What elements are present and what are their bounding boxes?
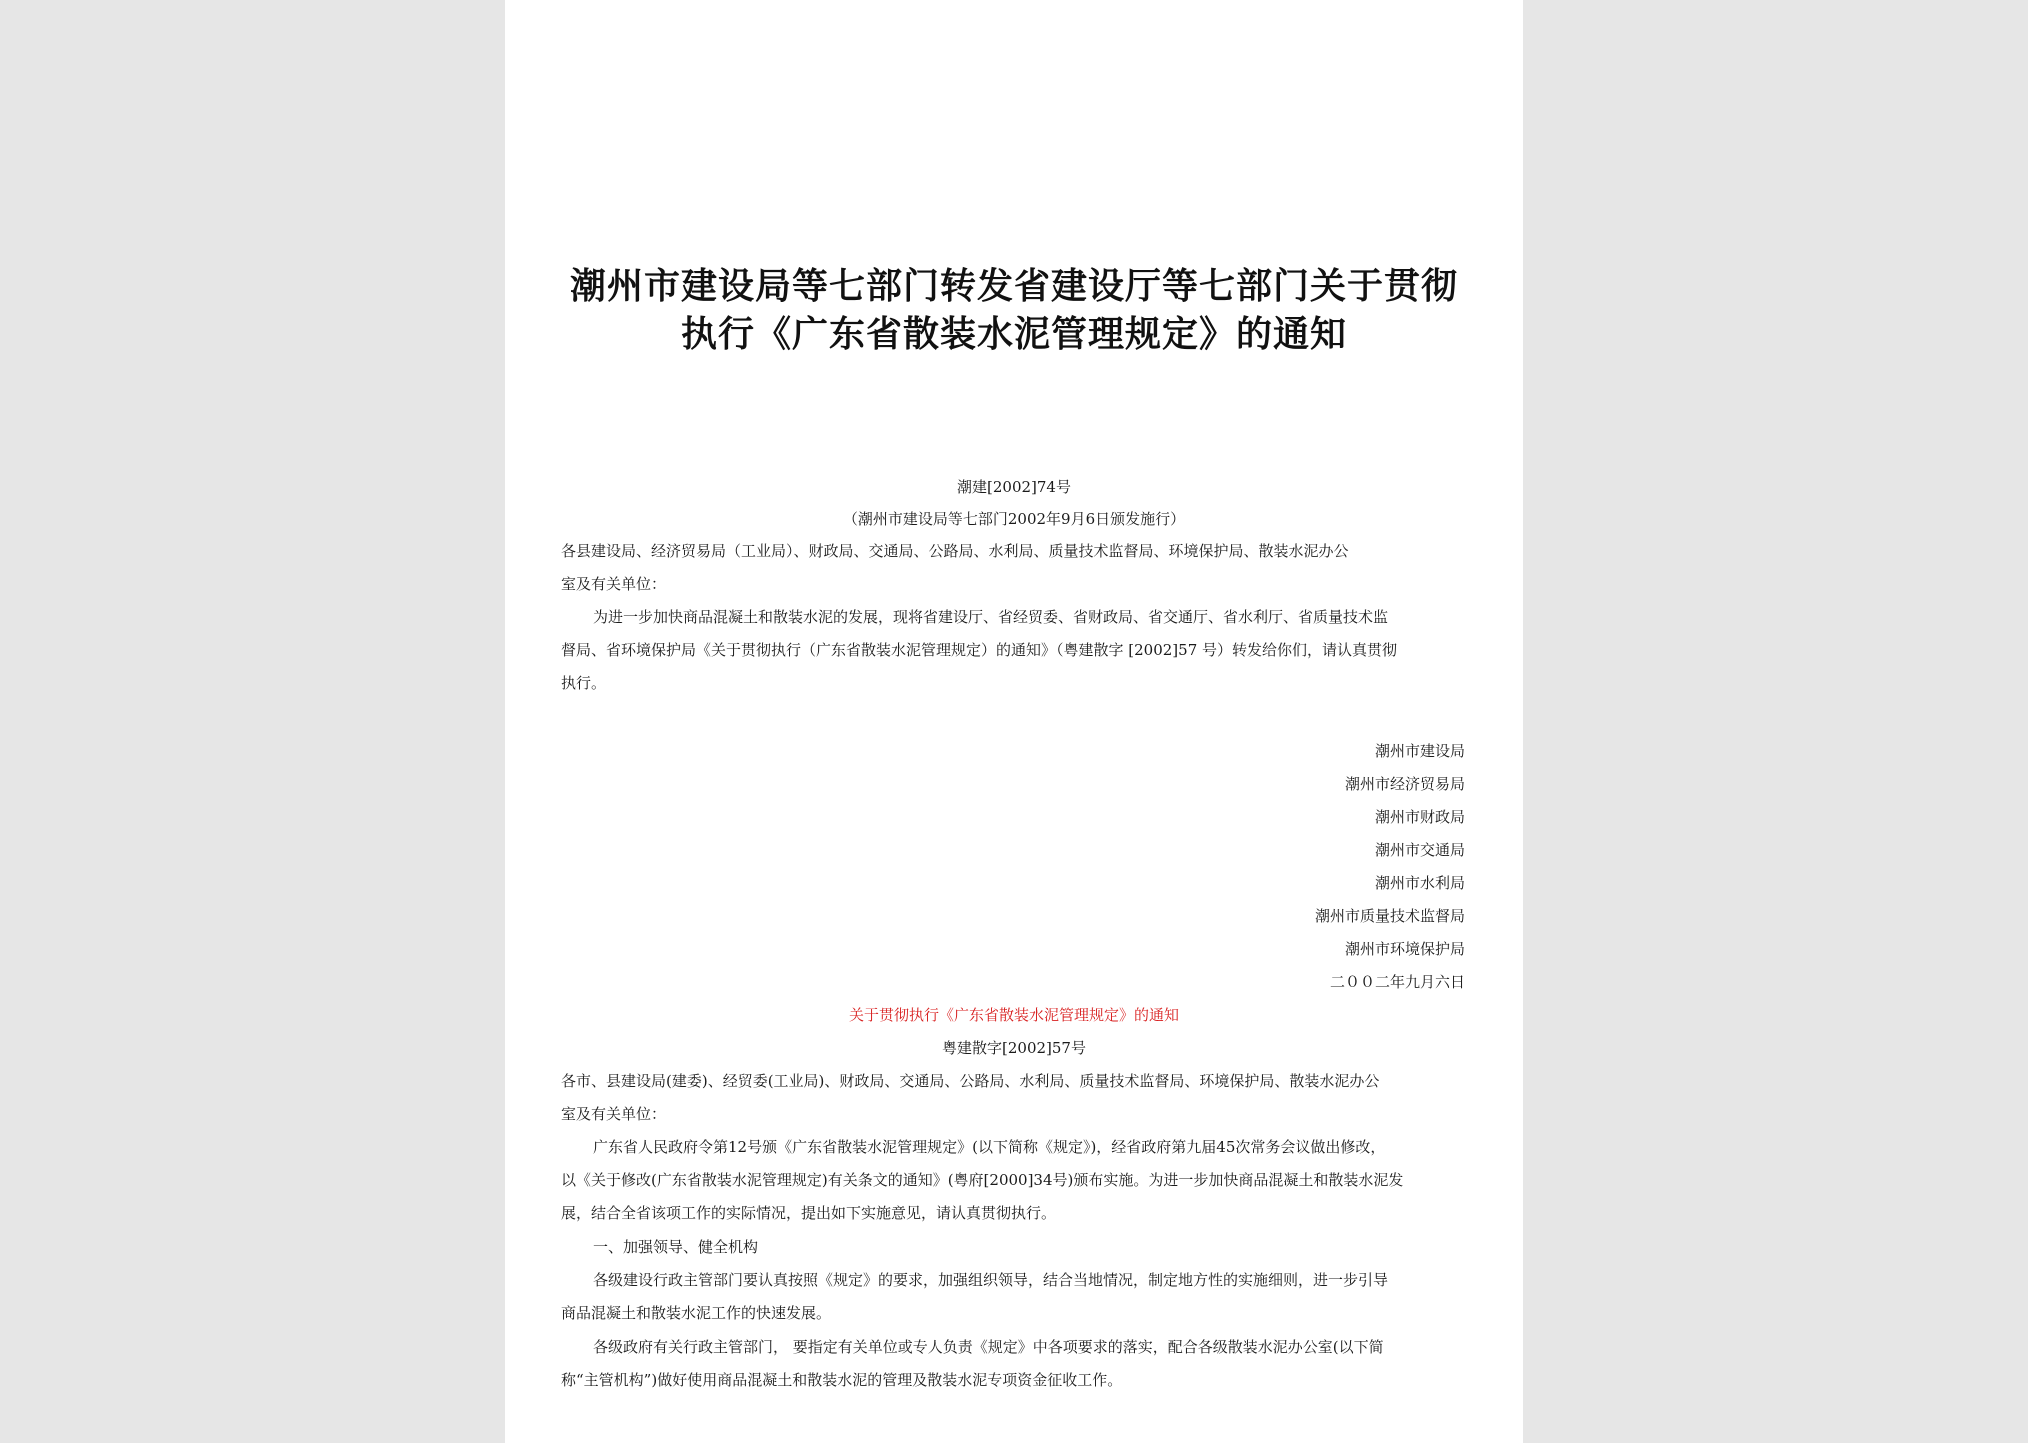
signatory: 潮州市交通局 <box>1374 841 1465 859</box>
paragraph-line: 展，结合全省该项工作的实际情况，提出如下实施意见，请认真贯彻执行。 <box>561 1204 1057 1222</box>
paragraph-line: 各级政府有关行政主管部门， 要指定有关单位或专人负责《规定》中各项要求的落实，配合各级散装水泥办公室(以下简 <box>593 1338 1384 1356</box>
attached-recipients-line-1: 各市、县建设局(建委)、经贸委(工业局)、财政局、交通局、公路局、水利局、质量技术监督局、环境保护局、散装水泥办公 <box>561 1072 1380 1090</box>
issue-note: （潮州市建设局等七部门2002年9月6日颁发施行） <box>842 510 1186 528</box>
paragraph-line: 广东省人民政府令第12号颁《广东省散装水泥管理规定》(以下简称《规定》)，经省政府第九届45次常务会议做出修改， <box>593 1138 1386 1156</box>
paragraph-line: 为进一步加快商品混凝土和散装水泥的发展，现将省建设厅、省经贸委、省财政局、省交通厅、省水利厅、省质量技术监 <box>593 608 1389 626</box>
signatory: 潮州市质量技术监督局 <box>1314 907 1465 925</box>
paragraph-line: 称“主管机构”)做好使用商品混凝土和散装水泥的管理及散装水泥专项资金征收工作。 <box>561 1371 1123 1389</box>
signatory: 潮州市环境保护局 <box>1344 940 1465 958</box>
signatory: 潮州市经济贸易局 <box>1344 775 1465 793</box>
attached-recipients-line-2: 室及有关单位： <box>561 1105 667 1123</box>
section-heading: 一、加强领导、健全机构 <box>593 1238 759 1256</box>
paragraph-line: 商品混凝土和散装水泥工作的快速发展。 <box>561 1304 832 1322</box>
signatory: 潮州市建设局 <box>1374 742 1465 760</box>
paragraph-line: 执行。 <box>561 674 607 692</box>
document-date: 二００二年九月六日 <box>1329 973 1465 991</box>
attached-notice-number: 粤建散字[2002]57号 <box>942 1039 1086 1057</box>
title-line-2: 执行《广东省散装水泥管理规定》的通知 <box>680 313 1347 355</box>
paragraph-line: 督局、省环境保护局《关于贯彻执行（广东省散装水泥管理规定）的通知》（粤建散字 [2002]57 号）转发给你们，请认真贯彻 <box>561 641 1398 659</box>
paragraph-line: 各级建设行政主管部门要认真按照《规定》的要求，加强组织领导，结合当地情况，制定地方性的实施细则，进一步引导 <box>593 1271 1389 1289</box>
recipients-line-1: 各县建设局、经济贸易局（工业局）、财政局、交通局、公路局、水利局、质量技术监督局、环境保护局、散装水泥办公 <box>561 542 1349 560</box>
recipients-line-2: 室及有关单位： <box>561 575 667 593</box>
document-page <box>505 0 1523 1443</box>
title-line-1: 潮州市建设局等七部门转发省建设厅等七部门关于贯彻 <box>569 265 1458 307</box>
attached-notice-title: 关于贯彻执行《广东省散装水泥管理规定》的通知 <box>848 1006 1179 1024</box>
paragraph-line: 以《关于修改(广东省散装水泥管理规定)有关条文的通知》(粤府[2000]34号)颁布实施。为进一步加快商品混凝土和散装水泥发 <box>561 1171 1404 1189</box>
signatory: 潮州市水利局 <box>1374 874 1465 892</box>
document-title <box>545 262 1483 358</box>
signatory: 潮州市财政局 <box>1374 808 1465 826</box>
document-number: 潮建[2002]74号 <box>957 478 1071 496</box>
